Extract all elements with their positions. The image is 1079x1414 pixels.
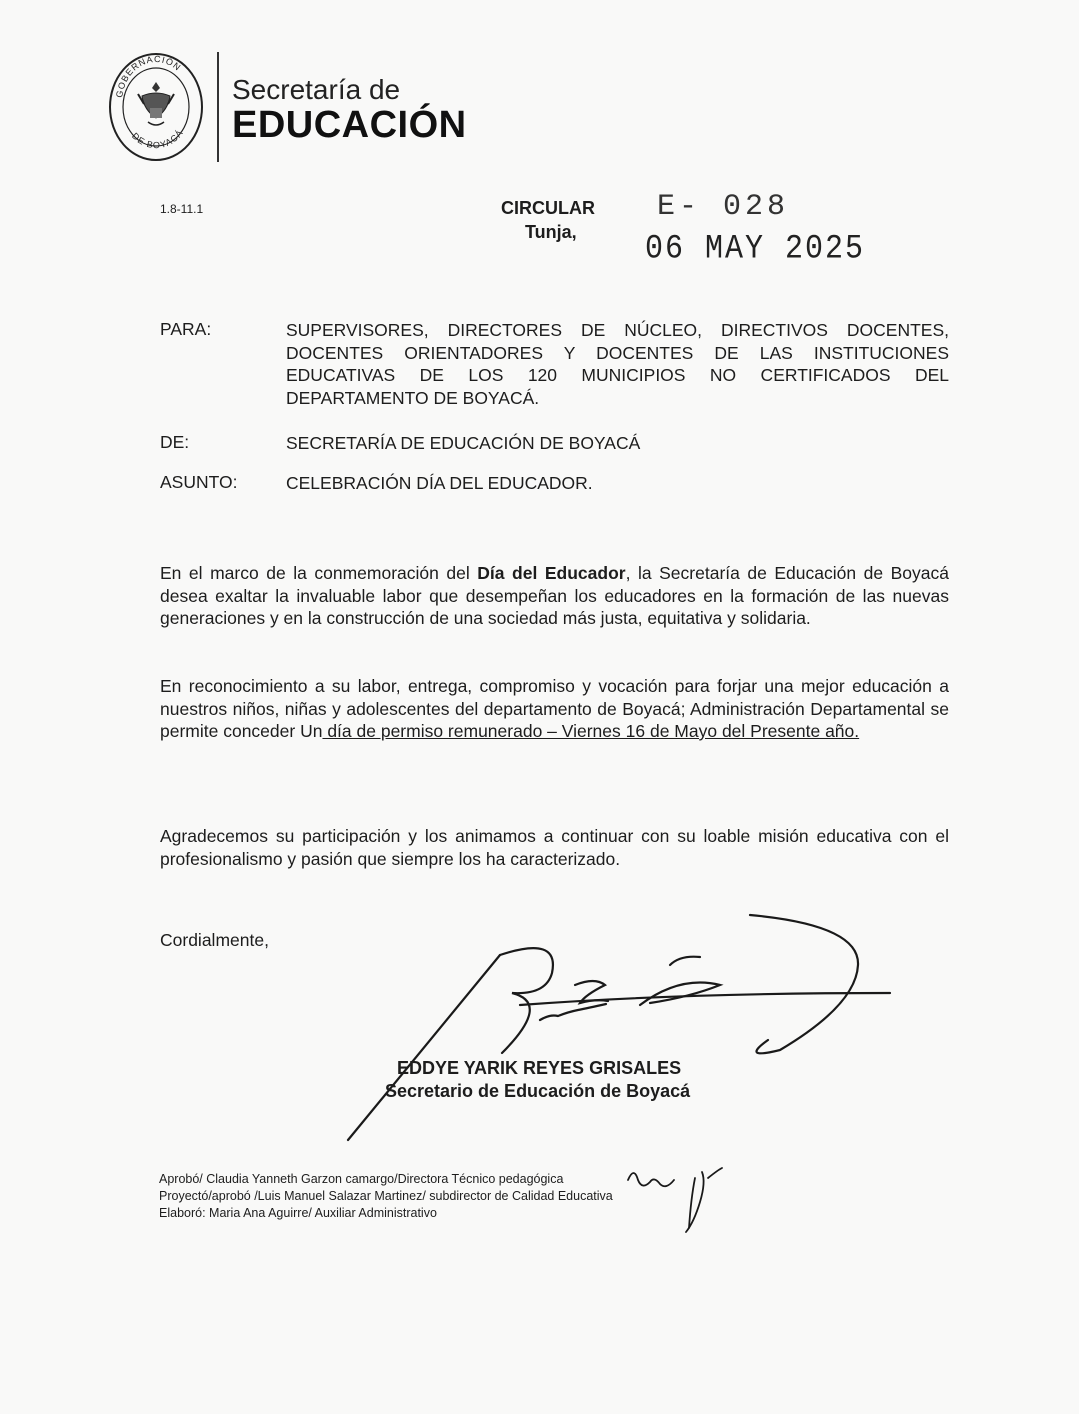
credit-elaborated: Elaboró: Maria Ana Aguirre/ Auxiliar Administrativo <box>159 1206 437 1220</box>
document-type: CIRCULAR <box>501 198 595 218</box>
place-name: Tunja, <box>525 222 577 242</box>
signer-name: EDDYE YARIK REYES GRISALES <box>397 1058 682 1078</box>
logo-divider <box>217 52 219 162</box>
org-name-line2: EDUCACIÓN <box>232 104 467 146</box>
asunto-value: CELEBRACIÓN DÍA DEL EDUCADOR. <box>286 473 593 493</box>
p1-bold-text: Día del Educador <box>477 563 626 583</box>
para-value: SUPERVISORES, DIRECTORES DE NÚCLEO, DIRECTIVOS DOCENTES, DOCENTES ORIENTADORES Y DOCENTES DE LAS INSTITUCIONES EDUCATIVAS DE LOS 120 MUNICIPIOS NO CERTIFICADOS DEL DEPARTAMENTO DE BOYACÁ. <box>286 320 949 408</box>
p1-text-after: , la Secretaría de Educación de Boyacá desea exaltar la invaluable labor que desempeñan los educadores en la formación de las nuevas generaciones y en la construcción de una sociedad más justa, equitativa y solidaria. <box>160 563 950 628</box>
handwritten-signature <box>300 905 900 1185</box>
p2-underlined-text: día de permiso remunerado – Viernes 16 de Mayo del Presente año. <box>322 721 860 741</box>
body-paragraph-1 <box>160 562 949 630</box>
eagle-crest-icon <box>138 82 174 125</box>
de-value: SECRETARÍA DE EDUCACIÓN DE BOYACÁ <box>286 433 641 453</box>
salutation: Cordialmente, <box>160 930 269 950</box>
asunto-label: ASUNTO: <box>160 472 238 492</box>
stamp-date: 06 MAY 2025 <box>645 230 866 270</box>
initials-signature <box>620 1160 730 1240</box>
p2-text-before: En reconocimiento a su labor, entrega, compromiso y vocación para forjar una mejor educación a nuestros niños, niñas y adolescentes del departamento de Boyacá; Administración Departamental se permite conceder Un <box>160 676 949 741</box>
svg-text:DE BOYACÁ: DE BOYACÁ <box>129 127 186 151</box>
credit-projected: Proyectó/aprobó /Luis Manuel Salazar Martinez/ subdirector de Calidad Educativa <box>159 1189 613 1203</box>
credit-approved: Aprobó/ Claudia Yanneth Garzon camargo/Directora Técnico pedagógica <box>159 1172 564 1186</box>
body-paragraph-3: Agradecemos su participación y los animamos a continuar con su loable misión educativa con el profesionalismo y pasión que siempre los ha caracterizado. <box>160 826 949 869</box>
svg-text:GOBERNACIÓN: GOBERNACIÓN <box>114 53 184 99</box>
gobernacion-boyaca-seal <box>108 52 204 162</box>
de-label: DE: <box>160 432 190 452</box>
org-name-line1: Secretaría de <box>232 74 401 105</box>
reference-code: 1.8-11.1 <box>160 202 204 216</box>
signer-title: Secretario de Educación de Boyacá <box>385 1081 691 1101</box>
body-paragraph-2 <box>160 675 949 743</box>
para-label: PARA: <box>160 319 212 339</box>
credits-block <box>159 1171 613 1222</box>
p1-text-before: En el marco de la conmemoración del <box>160 563 478 583</box>
stamp-number: E- 028 <box>657 190 790 224</box>
